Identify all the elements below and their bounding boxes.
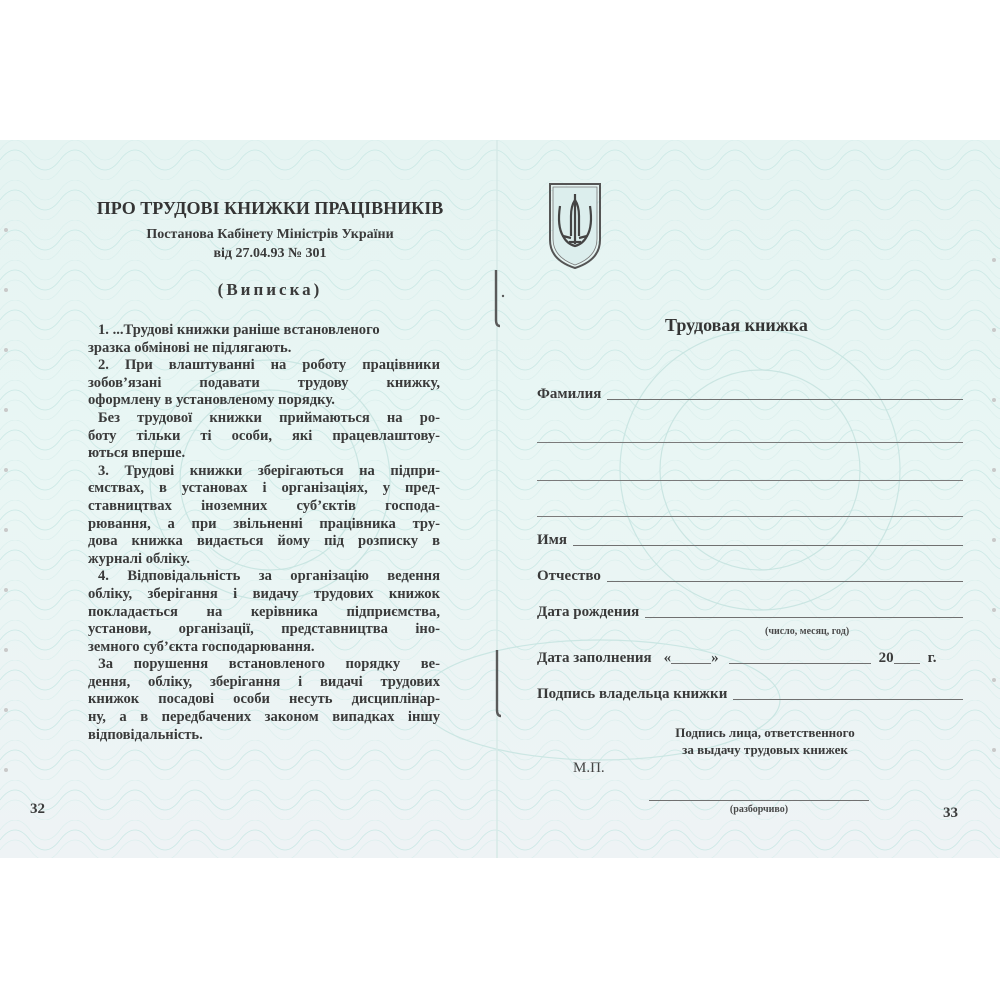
name-field[interactable] xyxy=(573,533,963,546)
text-line: журналі обліку. xyxy=(88,550,190,567)
text-line: 3. Трудові книжки зберігаються на підпри- xyxy=(98,462,440,479)
text-line: дова книжка видається йому під розписку в xyxy=(88,533,440,550)
workbook-title: Трудовая книжка xyxy=(665,315,808,335)
responsible-person-label-1: Подпись лица, ответственного xyxy=(675,725,855,740)
text-line: 2. При влаштуванні на роботу працівники xyxy=(98,357,440,374)
text-line: покладається на керівника підприємства, xyxy=(88,603,440,620)
birth-date-hint: (число, месяц, год) xyxy=(765,626,850,637)
fill-date-day-field[interactable] xyxy=(671,651,711,664)
legible-hint: (разборчиво) xyxy=(729,804,789,815)
surname-extra-line[interactable] xyxy=(537,442,963,443)
birth-date-field[interactable] xyxy=(645,605,963,618)
text-line: За порушення встановленого порядку ве- xyxy=(98,656,440,673)
fill-date-century: 20 xyxy=(878,650,894,666)
text-line: ставництвах іноземних суб’єктів господа- xyxy=(88,497,440,514)
surname-row xyxy=(537,386,963,403)
page-number-left: 32 xyxy=(30,801,45,817)
name-label: Имя xyxy=(537,532,567,548)
text-line: 1. ...Трудові книжки раніше встановленого xyxy=(98,322,380,338)
patronymic-label: Отчество xyxy=(537,568,601,584)
text-line: 4. Відповідальність за організацію ведення xyxy=(98,568,440,585)
text-line: боту тільки ті особи, які працевлаштову- xyxy=(88,427,440,444)
text-line: ємствах, в установах і організаціях, у пред- xyxy=(88,480,440,497)
left-page-subtitle: Постанова Кабінету Міністрів України xyxy=(146,227,394,242)
surname-extra-line[interactable] xyxy=(537,516,963,517)
text-line: книжок посадові особи несуть дисциплінар- xyxy=(88,691,440,708)
text-line: оформлену в установленому порядку. xyxy=(88,392,335,409)
responsible-person-label-2: за выдачу трудовых книжек xyxy=(682,742,848,757)
text-line: рювання, а при звільненні працівника тру- xyxy=(88,515,440,532)
document-spread xyxy=(0,140,1000,858)
text-line: ну, а в передбачених законом випадках іншу xyxy=(88,709,440,726)
left-page-date-line: від 27.04.93 № 301 xyxy=(213,246,327,261)
text-line: Без трудової книжки приймаються на ро- xyxy=(98,409,440,426)
text-line: обліку, зберігання і видачу трудових книжок xyxy=(88,585,440,602)
surname-extra-line[interactable] xyxy=(537,480,963,481)
text-line: зразка обмінові не підлягають. xyxy=(88,339,292,356)
responsible-signature-field[interactable] xyxy=(649,800,869,801)
patronymic-row xyxy=(537,568,963,585)
fill-date-label: Дата заполнения xyxy=(537,650,652,666)
left-page-extract: (Виписка) xyxy=(217,280,323,299)
regulation-text xyxy=(88,322,440,744)
stamp-place-label: М.П. xyxy=(573,760,605,776)
right-page xyxy=(495,140,1000,858)
fill-date-year-field[interactable] xyxy=(894,651,920,664)
birth-date-row xyxy=(537,604,963,621)
patronymic-field[interactable] xyxy=(607,569,963,582)
text-line: зобов’язані подавати трудову книжку, xyxy=(88,374,440,391)
left-page-title: ПРО ТРУДОВІ КНИЖКИ ПРАЦІВНИКІВ xyxy=(96,198,444,218)
surname-field[interactable] xyxy=(607,387,963,400)
birth-date-label: Дата рождения xyxy=(537,604,640,620)
owner-signature-row xyxy=(537,686,963,703)
fill-date-close-quote: » xyxy=(711,650,719,666)
fill-date-row xyxy=(537,650,937,667)
owner-signature-field[interactable] xyxy=(733,687,963,700)
left-page xyxy=(0,140,495,858)
surname-label: Фамилия xyxy=(537,386,602,402)
owner-signature-label: Подпись владельца книжки xyxy=(537,686,728,702)
fill-date-open-quote: « xyxy=(663,650,672,666)
text-line: установи, організації, представництва іно- xyxy=(88,621,440,638)
name-row xyxy=(537,532,963,549)
text-line: земного суб’єкта господарювання. xyxy=(88,638,315,655)
fill-date-month-field[interactable] xyxy=(729,651,871,664)
trident-emblem-icon xyxy=(545,180,605,270)
text-line: відповідальність. xyxy=(88,726,203,743)
text-line: дення, обліку, зберігання і видачі трудових xyxy=(88,673,440,690)
page-number-right: 33 xyxy=(943,805,958,821)
text-line: ються вперше. xyxy=(88,445,186,462)
fill-date-year-suffix: г. xyxy=(927,650,937,666)
